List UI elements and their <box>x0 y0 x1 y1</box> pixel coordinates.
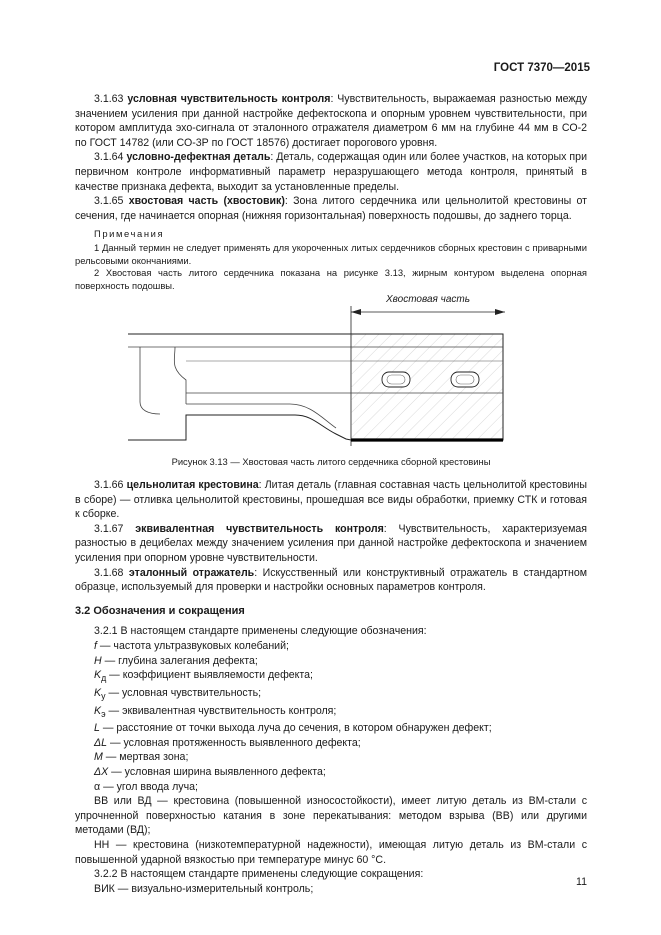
term: эталонный отражатель <box>128 566 255 579</box>
bottom-text-block <box>75 478 587 896</box>
nn-definition: НН — крестовина (низкотемпературной надежности), имеющая литую деталь из ВМ-стали с повышенной ударной вязкостью при температуре минус 60 °С. <box>75 838 587 866</box>
term: условная чувствительность контроля <box>127 93 331 105</box>
definition-3-1-64: 3.1.64 условно-дефектная деталь: Деталь, содержащая один или более участков, на которых при первичном контроле информативный параметр неразрушающего метода контроля, принятый в качестве признака дефекта, выходит за установленные пределы. <box>75 151 587 193</box>
bolt-slot-left <box>382 372 410 387</box>
definition-3-1-67: 3.1.67 эквивалентная чувствительность контроля: Чувствительность, характеризуемая разностью в децибелах между значением усиления при данной настройке дефектоскопа и значением усиления при опорном уровне чувствительности. <box>75 522 587 564</box>
abbreviation-item: ВИК — визуально-измерительный контроль; <box>94 882 314 895</box>
dimension-arrow-left <box>351 309 361 315</box>
left-web-inner <box>174 347 186 404</box>
definition-3-1-65: 3.1.65 хвостовая часть (хвостовик): Зона литого сердечника или цельнолитой крестовины от сечения, где начинается опорная (нижняя горизонтальная) поверхность подошвы, до заднего торца. <box>75 195 587 222</box>
document-header: ГОСТ 7370—2015 <box>493 62 590 74</box>
figure-label: Хвостовая часть <box>385 294 471 305</box>
definition-3-1-63: 3.1.63 условная чувствительность контроля: Чувствительность, выражаемая разностью между значением усиления при данной настройке дефектоскопа и опорным уровнем чувствительности, при котором амплитуда эхо-сигнала от эталонного отражателя диаметром 6 мм на глубине 44 мм в СО-2 по ГОСТ 14782 (или СО-3Р по ГОСТ 18576) достигает порогового уровня. <box>75 93 587 149</box>
symbol-item: M — мертвая зона; <box>94 751 189 764</box>
term: цельнолитая крестовина <box>126 479 259 491</box>
tail-zone-hatch <box>351 334 503 440</box>
bolt-slot-right <box>451 372 479 387</box>
symbol-item: ΔX — условная ширина выявленного дефекта; <box>94 766 326 779</box>
symbol-item: $K_э$ — эквивалентная чувствительность контроля; <box>94 704 337 719</box>
term: эквивалентная чувствительность контроля <box>135 522 384 535</box>
page-number: 11 <box>576 876 587 888</box>
transition-contour <box>186 404 336 428</box>
figure-caption: Рисунок 3.13 — Хвостовая часть литого сердечника сборной крестовины <box>171 456 491 467</box>
notes-title: Примечания <box>94 228 165 240</box>
left-web-contour <box>140 347 160 414</box>
symbol-item: $K_д$ — коэффициент выявляемости дефекта; <box>94 669 313 684</box>
symbol-item: $K_у$ — условная чувствительность; <box>94 686 262 701</box>
term: условно-дефектная деталь <box>126 151 271 164</box>
definition-3-1-68: 3.1.68 эталонный отражатель: Искусственный или конструктивный отражатель в стандартном образце, используемый для проверки и настройки основных параметров контроля. <box>75 566 587 594</box>
symbol-item: α — угол ввода луча; <box>94 780 198 793</box>
term: хвостовая часть (хвостовик) <box>128 195 285 208</box>
dimension-arrow-right <box>495 309 505 315</box>
definition-3-1-66: 3.1.66 цельнолитая крестовина: Литая деталь (главная составная часть цельнолитой крестовины в сборе) — отливка цельнолитой крестовины, прошедшая все виды обработки, приемку СТК и готовая к сборке. <box>75 479 587 521</box>
abbreviations-intro: 3.2.2 В настоящем стандарте применены следующие сокращения: <box>94 868 424 881</box>
symbol-item: L — расстояние от точки выхода луча до сечения, в котором обнаружен дефект; <box>94 722 492 735</box>
vv-definition: ВВ или ВД — крестовина (повышенной износостойкости), имеет литую деталь из ВМ-стали с упрочненной поверхностью катания в зоне перекатывания: методом взрыва (ВВ) или другими методами (ВД); <box>75 795 587 837</box>
symbol-item: ΔL — условная протяженность выявленного дефекта; <box>94 736 361 749</box>
section-intro: 3.2.1 В настоящем стандарте применены следующие обозначения: <box>94 625 427 638</box>
note-item: 1 Данный термин не следует применять для укороченных литых сердечников сборных крестовин с приварными рельсовыми окончаниями. <box>75 241 587 266</box>
symbol-item: f — частота ультразвуковых колебаний; <box>94 639 289 652</box>
note-item: 2 Хвостовая часть литого сердечника показана на рисунке 3.13, жирным контуром выделена опорная поверхность подошвы. <box>75 267 587 291</box>
symbol-item: H — глубина залегания дефекта; <box>94 654 258 667</box>
section-title: 3.2 Обозначения и сокращения <box>75 604 245 617</box>
